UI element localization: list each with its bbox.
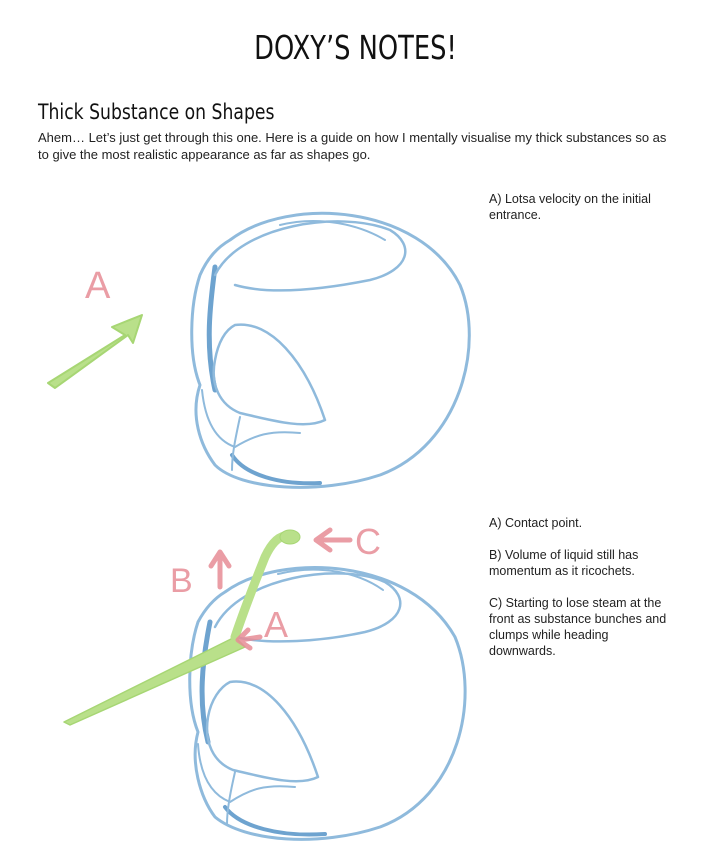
section-heading: Thick Substance on Shapes [38, 100, 275, 124]
intro-paragraph: Ahem… Let’s just get through this one. Here is a guide on how I mentally visualise my thick substances so as to give the most realistic appearance as far as shapes go. [38, 130, 667, 162]
notes-ricochet [489, 515, 669, 675]
note-text: A) Contact point. [489, 516, 583, 530]
note-text: B) Volume of liquid still has momentum as it ricochets. [489, 548, 639, 578]
note-text: A) Lotsa velocity on the initial entrance. [489, 192, 651, 222]
note-text: C) Starting to lose steam at the front as substance bunches and clumps while heading downwards. [489, 596, 667, 658]
label-a: A [85, 265, 111, 307]
illustration-ricochet [40, 512, 480, 852]
sketch-head-ricochet [40, 512, 480, 852]
liquid-stream-arrow [48, 315, 142, 388]
illustration-velocity [40, 185, 480, 500]
notes-velocity [489, 191, 669, 239]
label-a: A [264, 604, 289, 645]
page-title: DOXY’S NOTES! [254, 28, 457, 67]
label-c: C [355, 521, 381, 562]
label-b: B [170, 562, 193, 600]
sketch-head-velocity [40, 185, 480, 500]
